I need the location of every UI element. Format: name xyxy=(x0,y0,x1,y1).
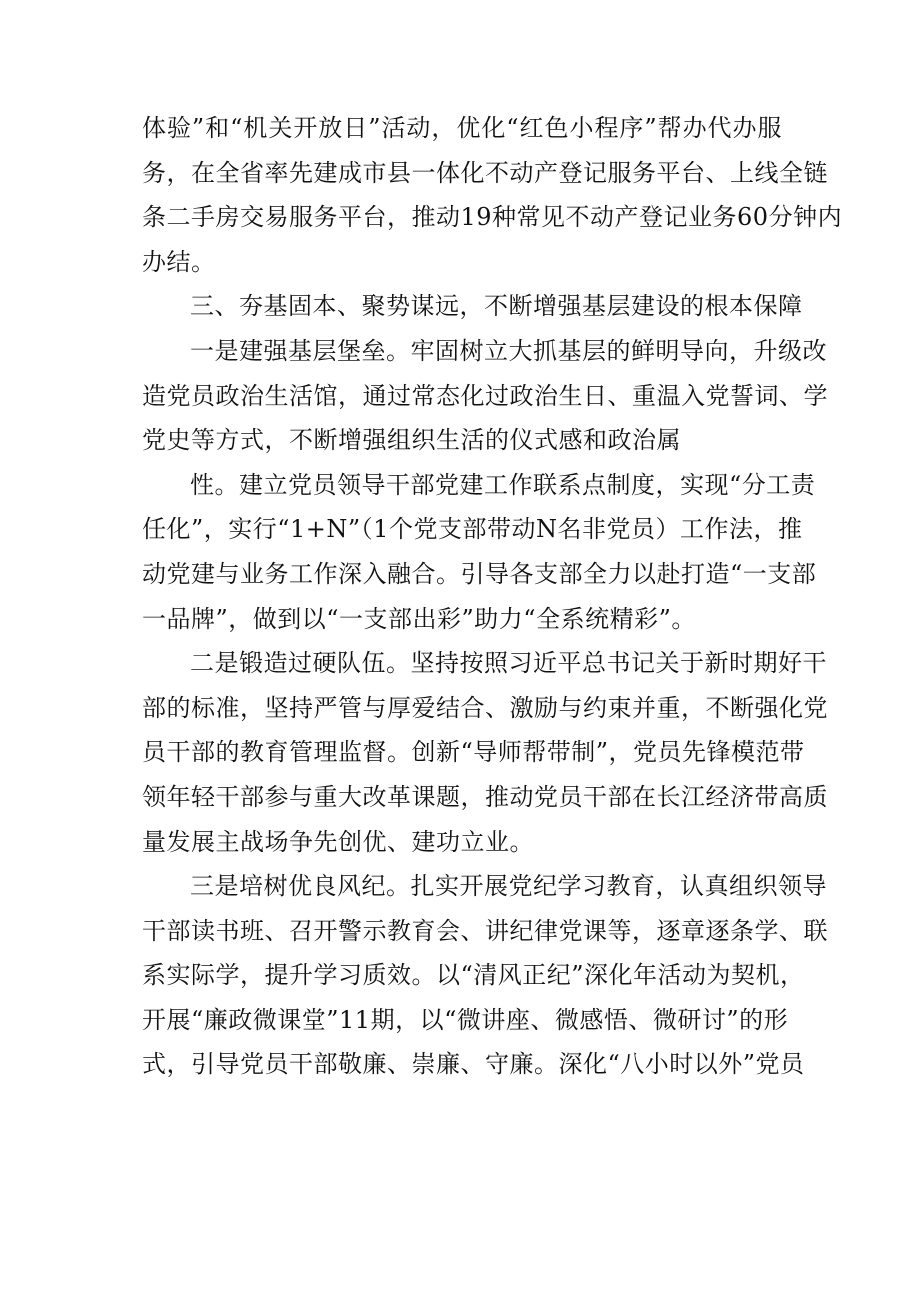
text-line: 领年轻干部参与重大改革课题，推动党员干部在长江经济带高质 xyxy=(142,782,828,811)
text-line: 任化”，实行“1+N”（1个党支部带动N名非党员）工作法，推 xyxy=(142,515,803,544)
text-line: 造党员政治生活馆，通过常态化过政治生日、重温入党誓词、学 xyxy=(142,381,828,410)
text-line: 动党建与业务工作深入融合。引导各支部全力以赴打造“一支部 xyxy=(142,559,817,588)
text-line: 式，引导党员干部敬廉、崇廉、守廉。深化“八小时以外”党员 xyxy=(142,1050,805,1079)
text-line: 体验”和“机关开放日”活动，优化“红色小程序”帮办代办服 xyxy=(142,114,782,142)
text-line: 系实际学，提升学习质效。以“清风正纪”深化年活动为契机， xyxy=(142,961,805,990)
text-line: 条二手房交易服务平台，推动19种常见不动产登记业务60分钟内 xyxy=(142,203,843,232)
text-line: 部的标准，坚持严管与厚爱结合、激励与约束并重，不断强化党 xyxy=(142,693,828,722)
text-line: 一品牌”，做到以“一支部出彩”助力“全系统精彩”。 xyxy=(142,604,696,633)
text-line: 员干部的教育管理监督。创新“导师帮带制”，党员先锋模范带 xyxy=(142,738,805,767)
text-line: 办结。 xyxy=(142,247,216,276)
paragraph-first-line: 二是锻造过硬队伍。坚持按照习近平总书记关于新时期好干 xyxy=(190,649,827,678)
text-line: 性。建立党员领导干部党建工作联系点制度，实现“分工责 xyxy=(190,470,816,499)
text-line: 量发展主战场争先创优、建功立业。 xyxy=(142,827,534,856)
paragraph-first-line: 三是培树优良风纪。扎实开展党纪学习教育，认真组织领导 xyxy=(190,872,827,901)
section-heading: 三、夯基固本、聚势谋远，不断增强基层建设的根本保障 xyxy=(190,292,803,321)
text-line: 开展“廉政微课堂”11期，以“微讲座、微感悟、微研讨”的形 xyxy=(142,1005,789,1034)
text-line: 干部读书班、召开警示教育会、讲纪律党课等，逐章逐条学、联 xyxy=(142,916,828,945)
paragraph-first-line: 一是建强基层堡垒。牢固树立大抓基层的鲜明导向，升级改 xyxy=(190,336,827,365)
text-line: 党史等方式，不断增强组织生活的仪式感和政治属 xyxy=(142,426,681,455)
text-line: 务，在全省率先建成市县一体化不动产登记服务平台、上线全链 xyxy=(142,158,828,187)
document-body xyxy=(142,106,843,1087)
